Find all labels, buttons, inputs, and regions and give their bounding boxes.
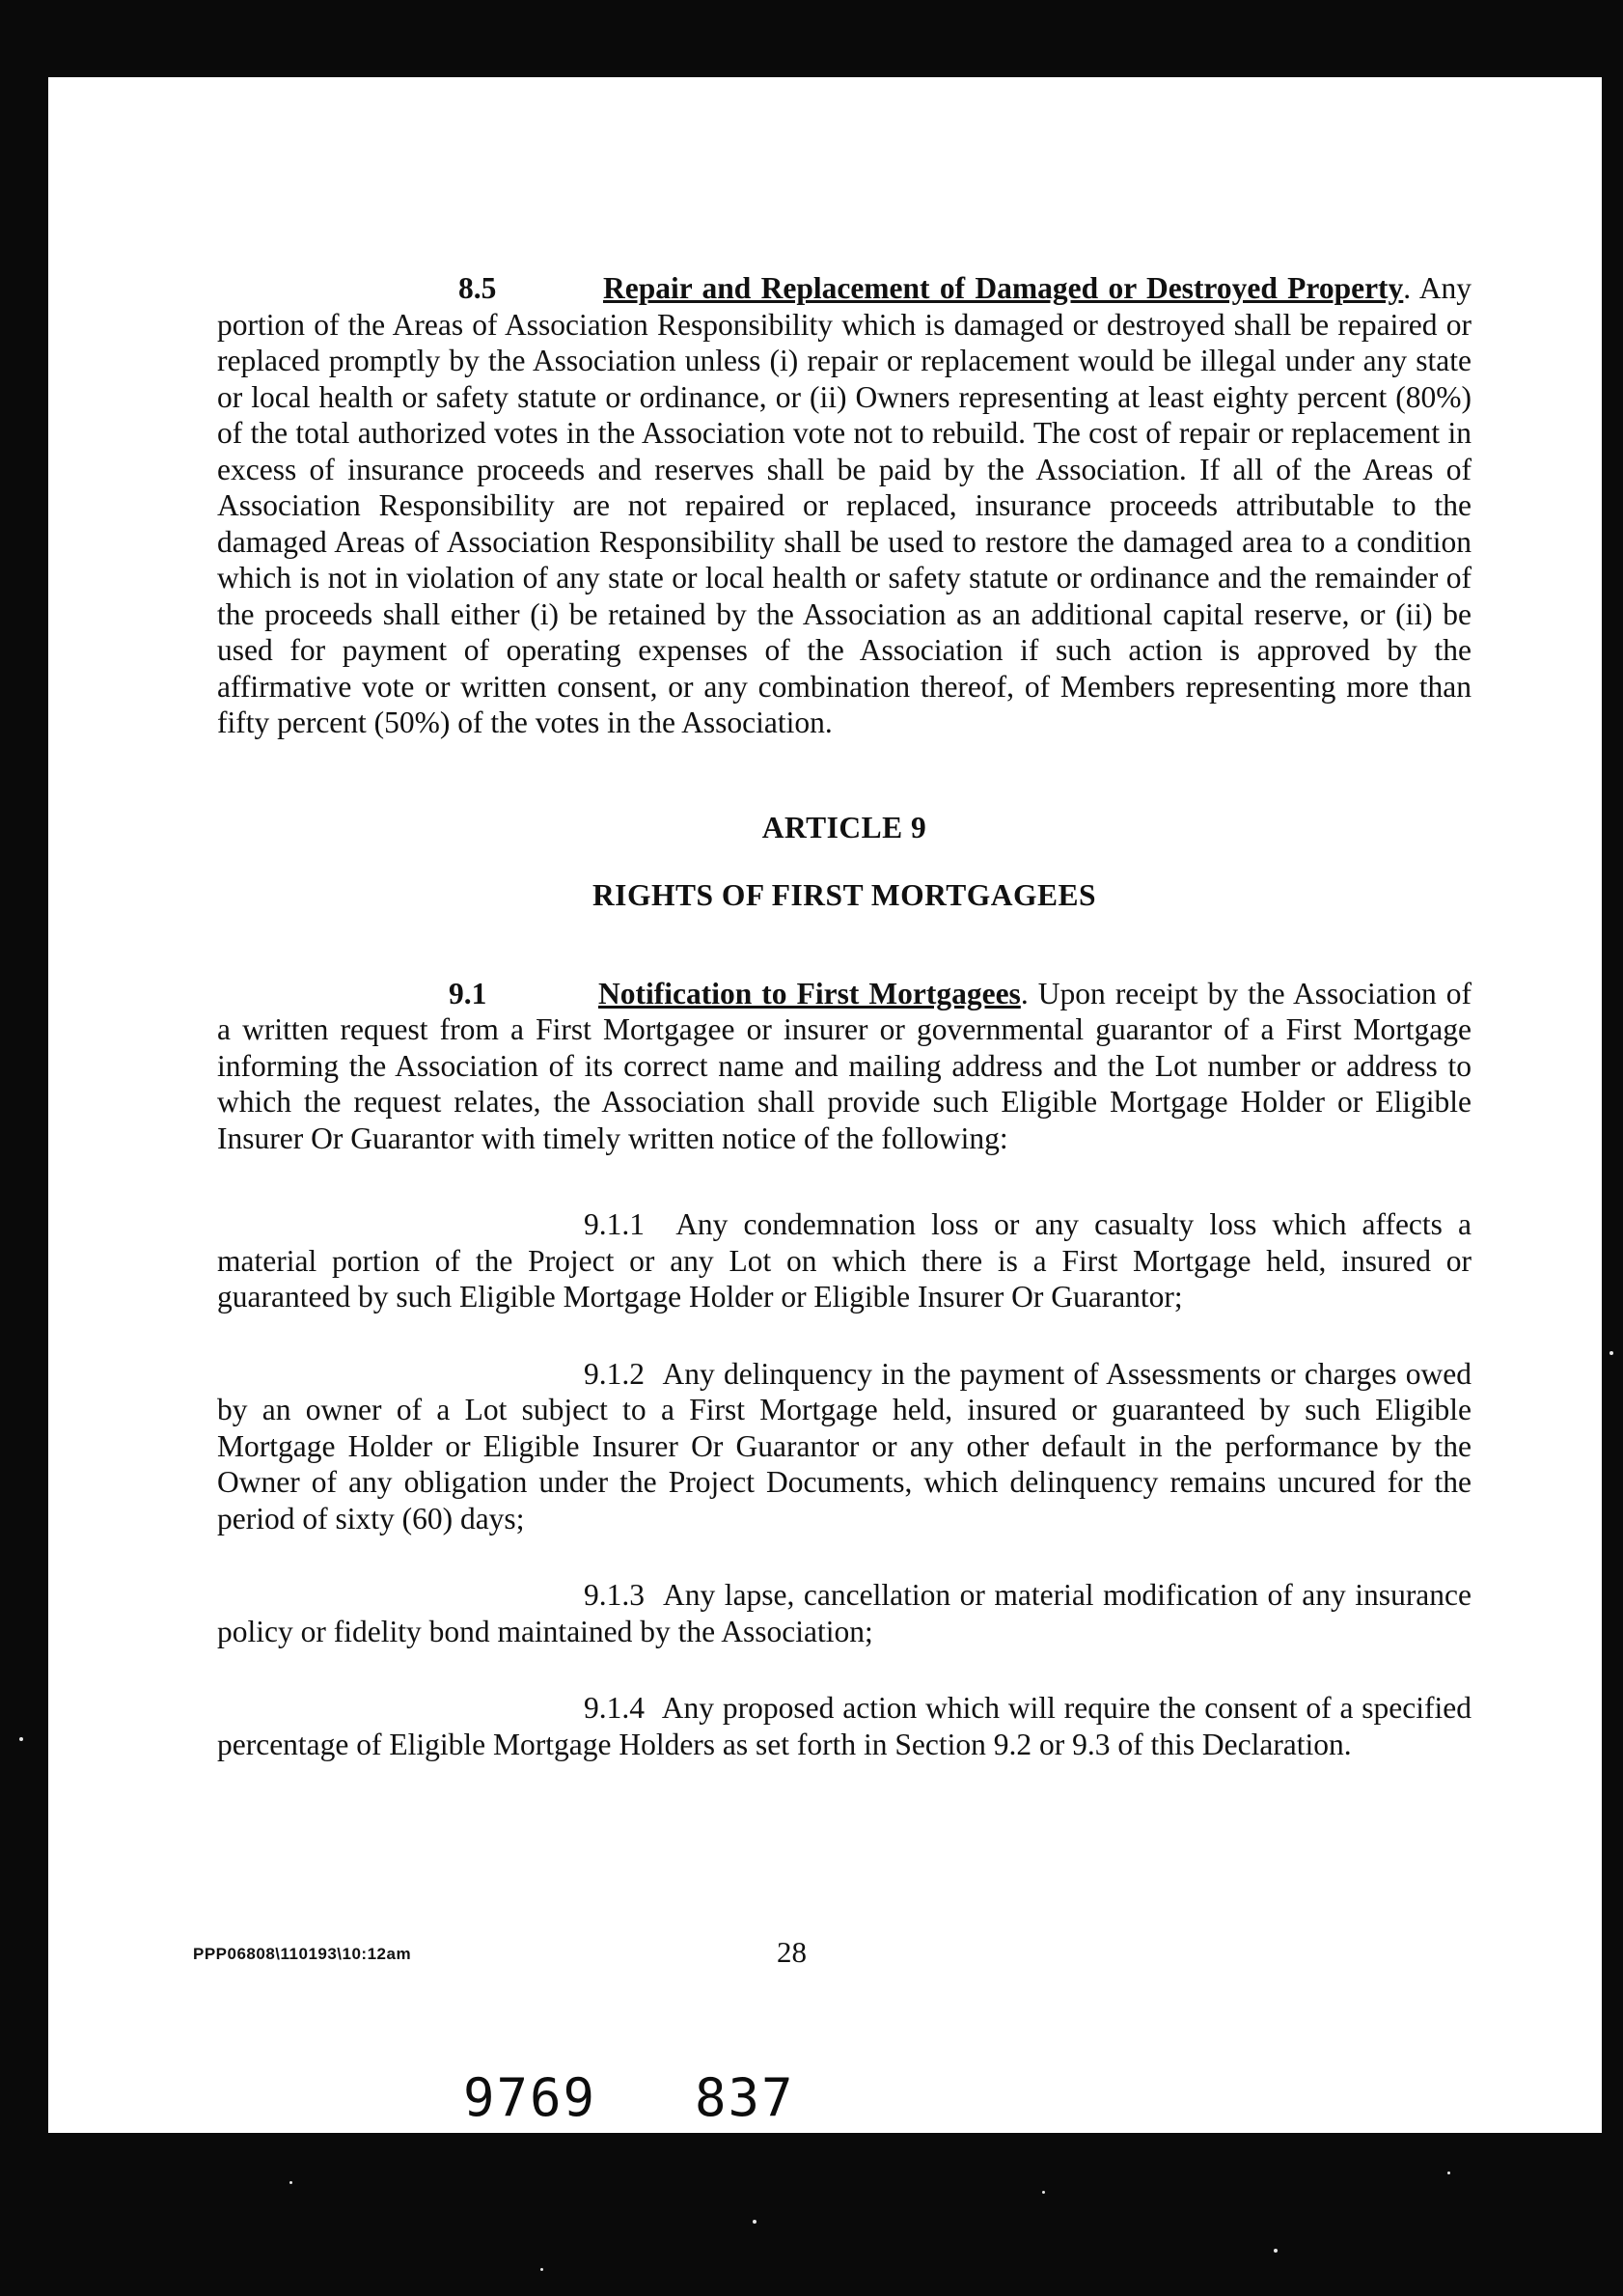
subsection-number: 9.1.1 (584, 1207, 645, 1241)
document-body (217, 270, 1472, 1762)
section-8-5-body: . Any portion of the Areas of Association Responsibility which is damaged or destroyed shall be repaired or replaced promptly by the Association unless (i) repair or replacement would be illegal under any state or local health or safety statute or ordinance, or (ii) Owners representing at least eighty percent (80%) of the total authorized votes in the Association vote not to rebuild. The cost of repair or replacement in excess of insurance proceeds and reserves shall be paid by the Association. If all of the Areas of Association Responsibility are not repaired or replaced, insurance proceeds attributable to the damaged Areas of Association Responsibility shall be used to restore the damaged area to a condition which is not in violation of any state or local health or safety statute or ordinance and the remainder of the proceeds shall either (i) be retained by the Association as an additional capital reserve, or (ii) be used for payment of operating expenses of the Association if such action is approved by the affirmative vote or written consent, or any combination thereof, of Members representing more than fifty percent (50%) of the votes in the Association. (217, 271, 1472, 739)
section-8-5-number: 8.5 (458, 271, 497, 305)
section-8-5-paragraph (217, 270, 1472, 741)
subsection-9-1-4 (217, 1690, 1472, 1762)
scan-noise (1447, 2172, 1450, 2174)
subsection-9-1-3 (217, 1577, 1472, 1649)
bates-stamp-left: 9769 (463, 2067, 597, 2128)
document-page (48, 77, 1602, 2133)
scan-noise (1609, 1351, 1613, 1355)
subsection-number: 9.1.2 (584, 1356, 645, 1391)
scan-noise (753, 2220, 756, 2224)
section-8-5-title: Repair and Replacement of Damaged or Destroyed Property (603, 271, 1404, 305)
scan-noise (1042, 2191, 1045, 2194)
section-9-1-paragraph (217, 976, 1472, 1157)
bates-stamp-right: 837 (695, 2067, 795, 2128)
section-9-1-title: Notification to First Mortgagees (598, 976, 1021, 1010)
scan-noise (19, 1737, 23, 1741)
subsection-body: Any condemnation loss or any casualty loss which affects a material portion of the Project or any Lot on which there is a First Mortgage held, insured or guaranteed by such Eligible Mortgage Holder or Eligible Insurer Or Guarantor; (217, 1207, 1472, 1314)
section-9-1-body: . Upon receipt by the Association of a written request from a First Mortgagee or insurer or governmental guarantor of a First Mortgage informing the Association of its correct name and mailing address and the Lot number or address to which the request relates, the Association shall provide such Eligible Mortgage Holder or Eligible Insurer Or Guarantor with timely written notice of the following: (217, 976, 1472, 1155)
article-label: ARTICLE 9 (761, 810, 927, 844)
subsection-body: Any proposed action which will require the consent of a specified percentage of Eligible Mortgage Holders as set forth in Section 9.2 or 9.3 of this Declaration. (217, 1691, 1472, 1761)
scan-noise (289, 2181, 292, 2184)
subsection-9-1-1 (217, 1206, 1472, 1315)
subsection-body: Any delinquency in the payment of Assessments or charges owed by an owner of a Lot subject to a First Mortgage held, insured or guaranteed by such Eligible Mortgage Holder or Eligible Insurer Or Guarantor or any other default in the performance by the Owner of any obligation under the Project Documents, which delinquency remains uncured for the period of sixty (60) days; (217, 1356, 1472, 1535)
subsection-number: 9.1.4 (584, 1691, 645, 1725)
subsection-number: 9.1.3 (584, 1578, 645, 1612)
document-code: PPP06808\110193\10:12am (193, 1945, 412, 1963)
article-title: RIGHTS OF FIRST MORTGAGEES (591, 877, 1097, 912)
scan-noise (540, 2268, 543, 2271)
subsection-body: Any lapse, cancellation or material modification of any insurance policy or fidelity bond maintained by the Association; (217, 1578, 1472, 1648)
subsection-9-1-2 (217, 1356, 1472, 1537)
scan-noise (1274, 2249, 1278, 2253)
page-number: 28 (777, 1935, 807, 1969)
section-9-1-number: 9.1 (449, 976, 487, 1010)
